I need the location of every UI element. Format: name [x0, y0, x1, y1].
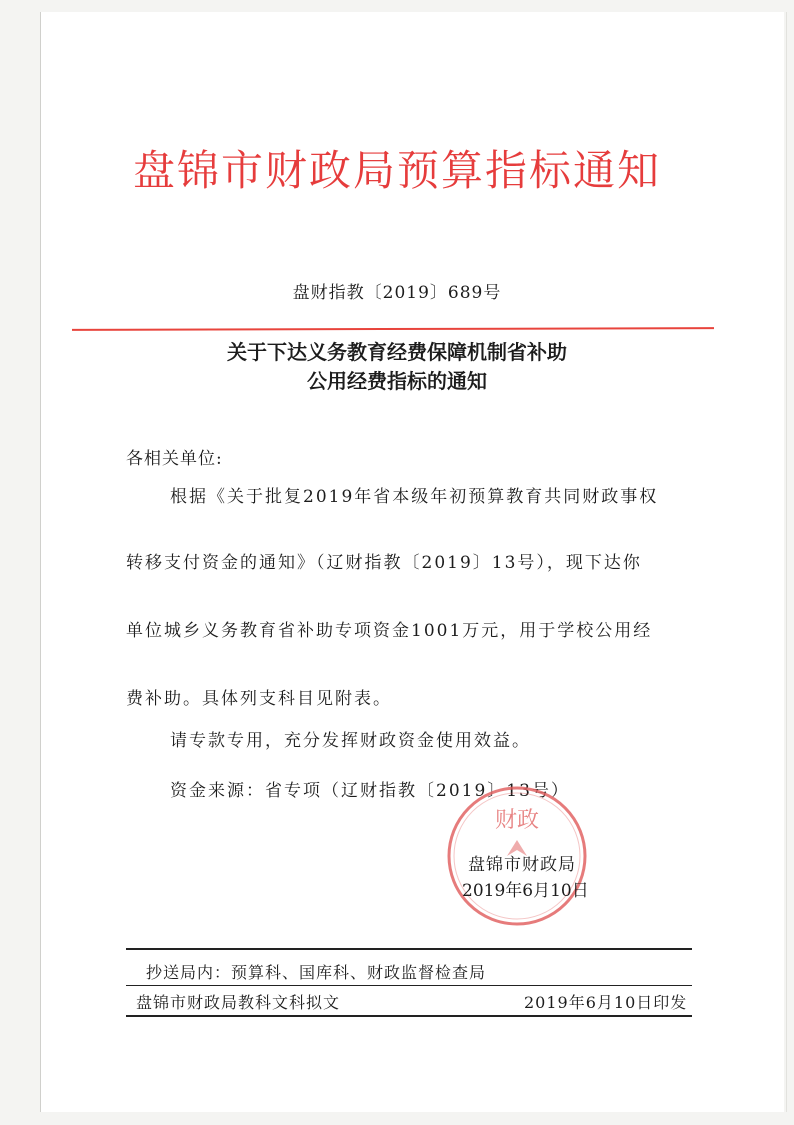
- footer-rule-middle: [126, 985, 692, 986]
- red-header-title: 盘锦市财政局预算指标通知: [132, 146, 661, 195]
- salutation: 各相关单位:: [126, 449, 223, 469]
- copy-to-line: 抄送局内：预算科、国库科、财政监督检查局: [146, 963, 487, 982]
- body-paragraph-line: 费补助。具体列支科目见附表。: [126, 689, 392, 709]
- drafted-by: 盘锦市财政局教科文科拟文: [136, 993, 341, 1012]
- body-paragraph-line: 请专款专用，充分发挥财政资金使用效益。: [170, 731, 531, 751]
- body-paragraph-line: 根据《关于批复2019年省本级年初预算教育共同财政事权: [170, 487, 659, 507]
- document-subject: [0, 338, 794, 396]
- seal-text: 财政: [494, 808, 540, 833]
- funding-source-line: 资金来源：省专项（辽财指教〔2019〕13号）: [170, 781, 570, 801]
- subject-line-2: 公用经费指标的通知: [307, 369, 487, 393]
- issue-date: 2019年6月10日: [462, 881, 589, 901]
- body-paragraph-line: 单位城乡义务教育省补助专项资金1001万元，用于学校公用经: [126, 621, 653, 641]
- footer-rule-bottom: [126, 1015, 692, 1017]
- issuing-authority: 盘锦市财政局: [468, 855, 576, 875]
- body-paragraph-line: 转移支付资金的通知》（辽财指教〔2019〕13号），现下达你: [126, 553, 642, 573]
- document-number: 盘财指教〔2019〕689号: [292, 283, 502, 303]
- footer-rule-top: [126, 948, 692, 950]
- subject-line-1: 关于下达义务教育经费保障机制省补助: [227, 340, 567, 364]
- print-date: 2019年6月10日印发: [524, 993, 688, 1012]
